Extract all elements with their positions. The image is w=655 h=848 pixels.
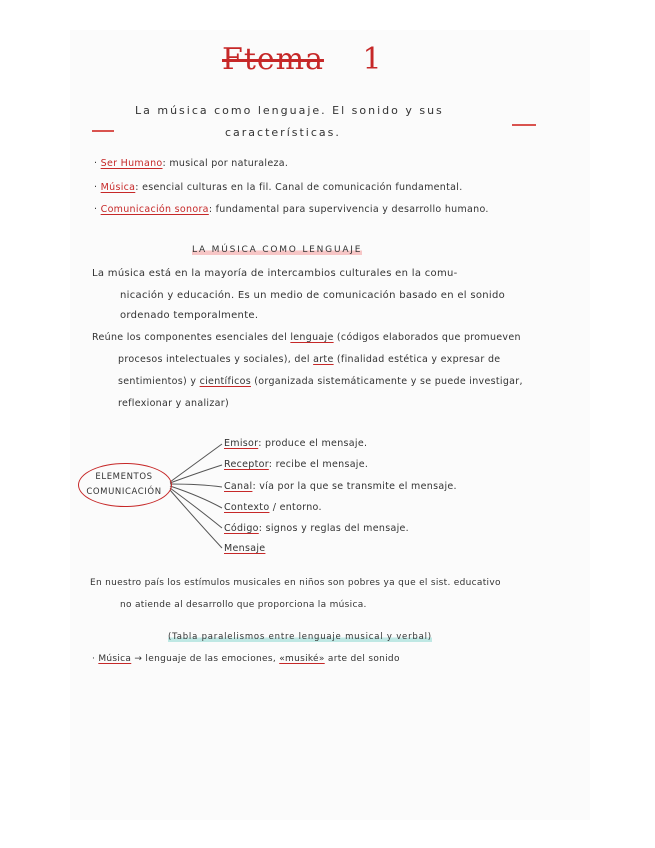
- bullet-ser-humano: · Ser Humano: musical por naturaleza.: [94, 158, 289, 169]
- oval-label-line2: COMUNICACIÓN: [86, 487, 162, 497]
- text: arte del sonido: [324, 654, 400, 664]
- element-text: : produce el mensaje.: [258, 438, 368, 449]
- element-key: Emisor: [224, 438, 259, 449]
- element-text: : vía por la que se transmite el mensaje.: [252, 481, 457, 492]
- text: procesos intelectuales y sociales), del: [118, 354, 314, 365]
- text: (finalidad estética y expresar de: [333, 354, 501, 365]
- text: (organizada sistemáticamente y se puede investigar,: [250, 376, 523, 387]
- keyword-arte: arte: [313, 354, 334, 365]
- last-line: · Música → lenguaje de las emociones, «musiké» arte del sonido: [92, 654, 400, 664]
- element-key: Contexto: [224, 502, 270, 513]
- element-item-contexto: [224, 502, 322, 513]
- subtitle-line2: características.: [225, 126, 341, 139]
- element-key: Código: [224, 523, 259, 534]
- paragraph3-line2: no atiende al desarrollo que proporciona la música.: [120, 600, 367, 610]
- bullet-text: : musical por naturaleza.: [162, 158, 289, 169]
- text: → lenguaje de las emociones,: [131, 654, 280, 664]
- bullet-key: Música: [100, 182, 136, 193]
- table-heading: (Tabla paralelismos entre lenguaje musical y verbal): [168, 632, 432, 642]
- element-item-codigo: [224, 523, 409, 534]
- element-item-receptor: [224, 459, 368, 470]
- bullet-musica: · Música: esencial culturas en la fil. Canal de comunicación fundamental.: [94, 182, 463, 193]
- element-text: : signos y reglas del mensaje.: [258, 523, 409, 534]
- bullet-key: Comunicación sonora: [100, 204, 209, 215]
- section-heading: LA MÚSICA COMO LENGUAJE: [192, 245, 363, 255]
- element-item-emisor: [224, 438, 367, 449]
- title-number: 1: [362, 42, 383, 77]
- text: sentimientos) y: [118, 376, 200, 387]
- element-item-mensaje: [224, 543, 265, 554]
- bullet-text: : fundamental para supervivencia y desarrollo humano.: [208, 204, 489, 215]
- paragraph1-line1: La música está en la mayoría de intercambios culturales en la comu-: [92, 268, 458, 279]
- keyword-cientificos: científicos: [199, 376, 251, 387]
- bullet-key: Ser Humano: [100, 158, 163, 169]
- paragraph3-line1: En nuestro país los estímulos musicales en niños son pobres ya que el sist. educativo: [90, 578, 501, 588]
- keyword-musica: Música: [98, 654, 132, 664]
- element-key: Receptor: [224, 459, 269, 470]
- paragraph1-line2: nicación y educación. Es un medio de comunicación basado en el sonido: [120, 290, 506, 301]
- bullet-comunicacion-sonora: · Comunicación sonora: fundamental para supervivencia y desarrollo humano.: [94, 204, 489, 215]
- elements-oval: [78, 463, 172, 507]
- paragraph1-line3: ordenado temporalmente.: [120, 310, 259, 321]
- element-text: / entorno.: [269, 502, 322, 513]
- element-text: : recibe el mensaje.: [268, 459, 369, 470]
- keyword-musike: «musiké»: [279, 654, 325, 664]
- text: Reúne los componentes esenciales del: [92, 332, 291, 343]
- keyword-lenguaje: lenguaje: [290, 332, 334, 343]
- title-strikethrough: Ftema: [222, 42, 324, 77]
- text: (códigos elaborados que promueven: [333, 332, 521, 343]
- element-key: Canal: [224, 481, 253, 492]
- oval-label-line1: ELEMENTOS: [95, 472, 153, 482]
- subtitle-line1: La música como lenguaje. El sonido y sus: [135, 104, 444, 117]
- bullet-text: : esencial culturas en la fil. Canal de comunicación fundamental.: [135, 182, 463, 193]
- paragraph2-line4: reflexionar y analizar): [118, 398, 229, 409]
- element-item-canal: [224, 481, 457, 492]
- element-key: Mensaje: [224, 543, 266, 554]
